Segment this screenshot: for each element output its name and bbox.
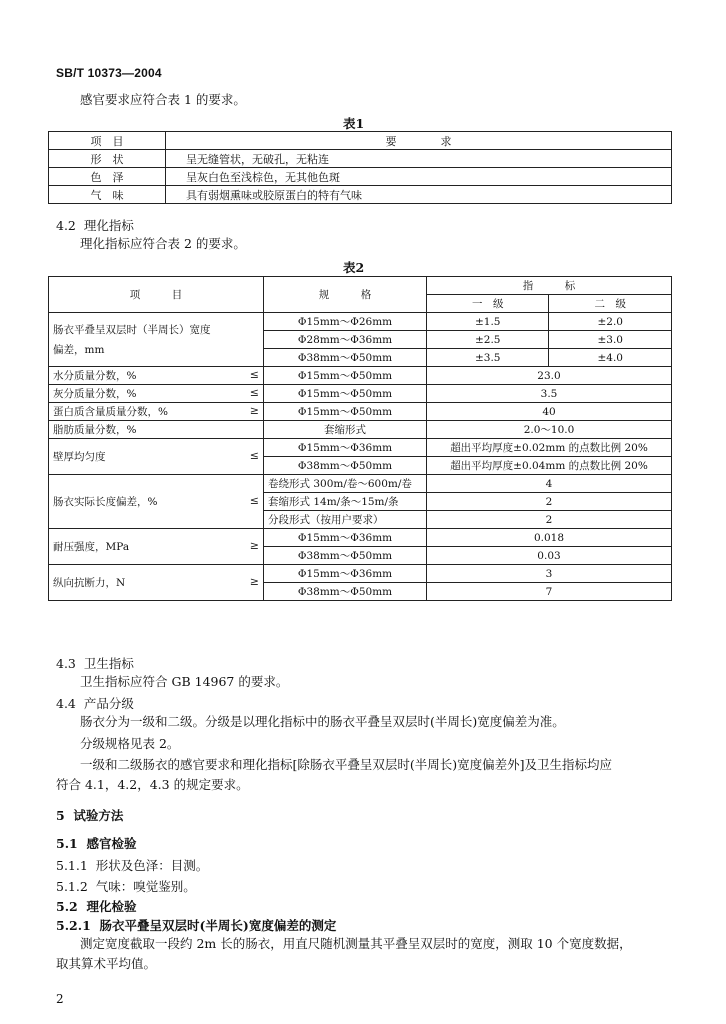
table1-col-item: 项 目	[49, 132, 166, 150]
table2-spec: 套缩形式 14m/条～15m/条	[264, 493, 427, 511]
table2-item-water	[49, 367, 264, 385]
table1-requirement: 具有弱烟熏味或胶原蛋白的特有气味	[166, 186, 672, 204]
section-4-3-heading	[56, 654, 134, 672]
table2-grade2-value: ±4.0	[549, 349, 672, 367]
section-title: 感官检验	[86, 836, 137, 851]
table2-value: 3.5	[427, 385, 672, 403]
section-number: 4.3	[56, 656, 76, 671]
table1-header-row	[49, 132, 672, 150]
table2-value: 0.03	[427, 547, 672, 565]
table2-col-spec: 规 格	[264, 277, 427, 313]
section-number: 5.2.1	[56, 918, 91, 933]
table2-grade1-value: ±3.5	[427, 349, 549, 367]
item-text: 壁厚均匀度	[53, 451, 106, 463]
comparison-symbol: ≤	[249, 386, 259, 399]
table2-spec: Φ38mm～Φ50mm	[264, 547, 427, 565]
section-title: 理化检验	[86, 899, 137, 914]
section-title: 产品分级	[83, 696, 134, 711]
item-text: 肠衣实际长度偏差，%	[53, 496, 158, 508]
section-5-1-heading	[56, 834, 136, 852]
table2-item-wall	[49, 439, 264, 475]
table2-item-length	[49, 475, 264, 529]
table2-header-row	[49, 277, 672, 295]
table2-value: 2	[427, 493, 672, 511]
table1-requirement: 呈无缝管状，无破孔，无粘连	[166, 150, 672, 168]
section-4-3-text: 卫生指标应符合 GB 14967 的要求。	[80, 674, 289, 689]
section-title: 气味：嗅觉鉴别。	[95, 879, 196, 894]
table1-col-requirement: 要 求	[166, 132, 672, 150]
table2-spec: Φ15mm～Φ36mm	[264, 565, 427, 583]
table1-item: 形 状	[49, 150, 166, 168]
table2-spec: Φ28mm～Φ36mm	[264, 331, 427, 349]
table1-caption: 表1	[343, 116, 365, 131]
section-5-2-1-text: 测定宽度截取一段约 2m 长的肠衣，用直尺随机测量其平叠呈双层时的宽度，测取 10 个宽度数据，	[80, 936, 632, 951]
section-5-2-1-heading	[56, 916, 336, 934]
section-4-4-text: 肠衣分为一级和二级。分级是以理化指标中的肠衣平叠呈双层时(半周长)宽度偏差为准。	[80, 714, 565, 729]
section-4-2-text: 理化指标应符合表 2 的要求。	[80, 236, 246, 251]
table2-spec: Φ38mm～Φ50mm	[264, 457, 427, 475]
table2-caption: 表2	[343, 260, 365, 275]
standard-code: SB/T 10373—2004	[56, 66, 162, 80]
table2-value: 2	[427, 511, 672, 529]
table-row	[49, 565, 672, 583]
section-number: 5.1	[56, 836, 78, 851]
table2-spec: 套缩形式	[264, 421, 427, 439]
section-5-1-1	[56, 856, 208, 874]
section-5-heading	[56, 806, 123, 824]
section-title: 肠衣平叠呈双层时(半周长)宽度偏差的测定	[99, 918, 337, 933]
table-row	[49, 385, 672, 403]
table2-value: 超出平均厚度±0.04mm 的点数比例 20%	[427, 457, 672, 475]
table2-spec: Φ15mm～Φ36mm	[264, 529, 427, 547]
section-4-2-heading	[56, 216, 134, 234]
table2-grade2-value: ±3.0	[549, 331, 672, 349]
comparison-symbol: ≤	[249, 368, 259, 381]
table1-item: 气 味	[49, 186, 166, 204]
table2-value: 23.0	[427, 367, 672, 385]
comparison-symbol: ≥	[249, 404, 259, 417]
table2-value: 7	[427, 583, 672, 601]
section-number: 4.4	[56, 696, 76, 711]
item-text: 水分质量分数，%	[53, 370, 137, 382]
table-row	[49, 186, 672, 204]
item-text: 蛋白质含量质量分数，%	[53, 406, 168, 418]
table2-spec: Φ15mm～Φ50mm	[264, 367, 427, 385]
table2	[48, 276, 672, 601]
section-5-2-1-text: 取其算术平均值。	[56, 956, 157, 971]
table-row	[49, 168, 672, 186]
table2-item-ash	[49, 385, 264, 403]
table2-spec: 分段形式（按用户要求）	[264, 511, 427, 529]
section-number: 5.1.2	[56, 879, 88, 894]
section-4-4-text: 分级规格见表 2。	[80, 736, 180, 751]
table2-value: 3	[427, 565, 672, 583]
table-row	[49, 529, 672, 547]
item-text: 灰分质量分数，%	[53, 388, 137, 400]
table2-value: 4	[427, 475, 672, 493]
sensory-intro-text: 感官要求应符合表 1 的要求。	[80, 92, 246, 107]
table1-item: 色 泽	[49, 168, 166, 186]
table2-item-width	[49, 313, 264, 367]
table2-value: 40	[427, 403, 672, 421]
table2-spec: 卷绕形式 300m/卷～600m/卷	[264, 475, 427, 493]
table2-item-protein	[49, 403, 264, 421]
table1-requirement: 呈灰白色至浅棕色，无其他色斑	[166, 168, 672, 186]
table2-spec: Φ15mm～Φ26mm	[264, 313, 427, 331]
table2-spec: Φ15mm～Φ50mm	[264, 403, 427, 421]
section-title: 卫生指标	[83, 656, 134, 671]
table1	[48, 131, 672, 204]
comparison-symbol: ≤	[249, 449, 259, 462]
section-4-4-text: 一级和二级肠衣的感官要求和理化指标[除肠衣平叠呈双层时(半周长)宽度偏差外]及卫生指标均应	[80, 757, 613, 772]
table2-spec: Φ15mm～Φ50mm	[264, 385, 427, 403]
page-number: 2	[56, 992, 64, 1006]
table-row	[49, 475, 672, 493]
table2-spec: Φ38mm～Φ50mm	[264, 349, 427, 367]
table2-col-grade1: 一 级	[427, 295, 549, 313]
table2-grade1-value: ±1.5	[427, 313, 549, 331]
section-title: 试验方法	[73, 808, 124, 823]
comparison-symbol: ≥	[249, 575, 259, 588]
table-row	[49, 367, 672, 385]
item-text: 偏差，mm	[53, 343, 105, 356]
table-row	[49, 403, 672, 421]
table2-grade1-value: ±2.5	[427, 331, 549, 349]
table2-item-fat: 脂肪质量分数，%	[49, 421, 264, 439]
table2-col-grade2: 二 级	[549, 295, 672, 313]
section-title: 理化指标	[83, 218, 134, 233]
table-row	[49, 439, 672, 457]
table2-col-item: 项 目	[49, 277, 264, 313]
section-5-2-heading	[56, 897, 136, 915]
table2-spec: Φ38mm～Φ50mm	[264, 583, 427, 601]
table2-value: 超出平均厚度±0.02mm 的点数比例 20%	[427, 439, 672, 457]
item-text: 耐压强度，MPa	[53, 541, 130, 553]
table-row	[49, 150, 672, 168]
section-5-1-2	[56, 877, 196, 895]
section-4-4-text: 符合 4.1，4.2，4.3 的规定要求。	[56, 777, 249, 792]
section-4-4-heading	[56, 694, 134, 712]
table2-spec: Φ15mm～Φ36mm	[264, 439, 427, 457]
item-text: 肠衣平叠呈双层时（半周长）宽度	[53, 323, 211, 336]
table2-item-burst	[49, 529, 264, 565]
table2-value: 0.018	[427, 529, 672, 547]
table-row	[49, 313, 672, 331]
item-text: 纵向抗断力，N	[53, 577, 126, 589]
table2-item-tensile	[49, 565, 264, 601]
table2-value: 2.0～10.0	[427, 421, 672, 439]
section-number: 5	[56, 808, 65, 823]
table2-grade2-value: ±2.0	[549, 313, 672, 331]
table2-col-index: 指 标	[427, 277, 672, 295]
section-number: 4.2	[56, 218, 76, 233]
section-title: 形状及色泽：目测。	[95, 858, 209, 873]
table-row	[49, 421, 672, 439]
comparison-symbol: ≥	[249, 539, 259, 552]
section-number: 5.2	[56, 899, 78, 914]
section-number: 5.1.1	[56, 858, 88, 873]
comparison-symbol: ≤	[249, 494, 259, 507]
